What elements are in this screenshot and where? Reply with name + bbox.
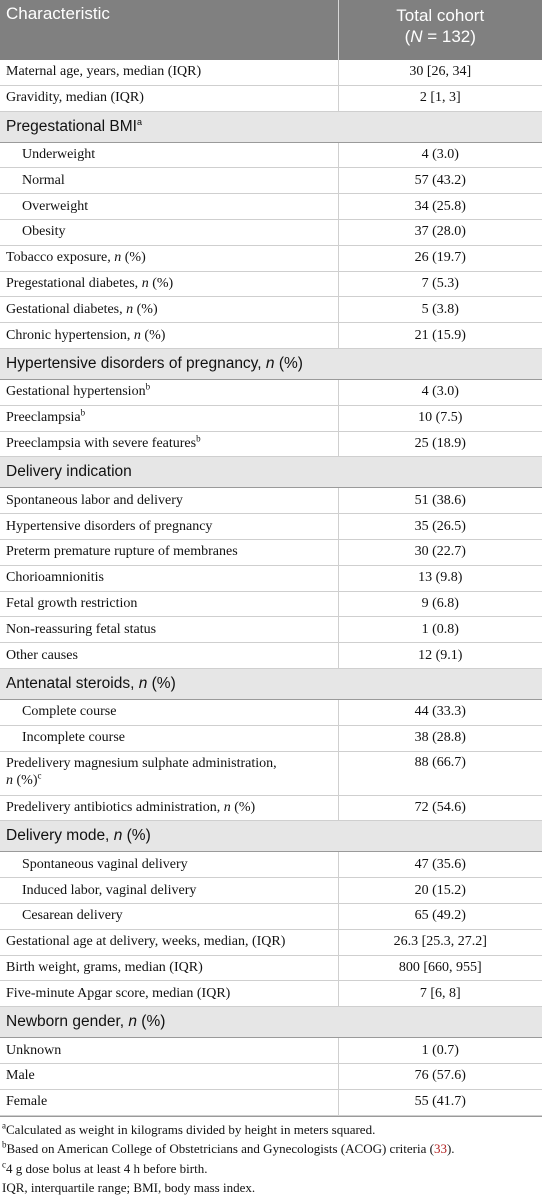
section-header: Hypertensive disorders of pregnancy, n (%) bbox=[0, 348, 542, 379]
table-footnotes bbox=[0, 1116, 542, 1198]
table-row bbox=[0, 168, 542, 194]
row-value: 2 [1, 3] bbox=[338, 85, 542, 111]
row-label: Non-reassuring fetal status bbox=[0, 617, 338, 643]
row-value: 30 [26, 34] bbox=[338, 60, 542, 85]
row-label: Male bbox=[0, 1063, 338, 1089]
table-row bbox=[0, 699, 542, 725]
row-label: Preeclampsia with severe features$^b$ bbox=[0, 431, 338, 457]
row-label: Preterm premature rupture of membranes bbox=[0, 539, 338, 565]
row-label: Complete course bbox=[0, 699, 338, 725]
row-value: 12 (9.1) bbox=[338, 643, 542, 669]
row-value: 20 (15.2) bbox=[338, 878, 542, 904]
row-label: Underweight bbox=[0, 142, 338, 168]
table-row bbox=[0, 405, 542, 431]
row-label: Predelivery magnesium sulphate administration, n (%)$^c$ bbox=[0, 751, 338, 795]
header-characteristic: Characteristic bbox=[0, 0, 338, 60]
table-row bbox=[0, 565, 542, 591]
row-label: Unknown bbox=[0, 1038, 338, 1064]
row-value: 7 [6, 8] bbox=[338, 981, 542, 1007]
table-row bbox=[0, 271, 542, 297]
table-row bbox=[0, 1038, 542, 1064]
row-label: Five-minute Apgar score, median (IQR) bbox=[0, 981, 338, 1007]
row-value: 65 (49.2) bbox=[338, 903, 542, 929]
table-row bbox=[0, 431, 542, 457]
table-row bbox=[0, 539, 542, 565]
row-label: Induced labor, vaginal delivery bbox=[0, 878, 338, 904]
row-value: 37 (28.0) bbox=[338, 219, 542, 245]
table-row bbox=[0, 617, 542, 643]
row-value: 4 (3.0) bbox=[338, 142, 542, 168]
row-value: 88 (66.7) bbox=[338, 751, 542, 795]
row-label: Hypertensive disorders of pregnancy bbox=[0, 514, 338, 540]
section-header: Delivery indication bbox=[0, 457, 542, 488]
row-value: 4 (3.0) bbox=[338, 379, 542, 405]
table-row bbox=[0, 514, 542, 540]
footnote-mark: c bbox=[37, 769, 42, 780]
table-row bbox=[0, 297, 542, 323]
row-label: Tobacco exposure, n (%) bbox=[0, 245, 338, 271]
row-value: 51 (38.6) bbox=[338, 488, 542, 514]
section-header: Newborn gender, n (%) bbox=[0, 1007, 542, 1038]
row-label: Fetal growth restriction bbox=[0, 591, 338, 617]
footnote-a: $^a$Calculated as weight in kilograms divided by height in meters squared. bbox=[2, 1120, 376, 1137]
row-value: 30 (22.7) bbox=[338, 539, 542, 565]
table-row bbox=[0, 85, 542, 111]
footnote-mark: b bbox=[80, 407, 86, 418]
row-value: 1 (0.7) bbox=[338, 1038, 542, 1064]
row-value: 76 (57.6) bbox=[338, 1063, 542, 1089]
table-row bbox=[0, 725, 542, 751]
table-row bbox=[0, 643, 542, 669]
table-row bbox=[0, 1063, 542, 1089]
row-label: Obesity bbox=[0, 219, 338, 245]
row-label: Spontaneous vaginal delivery bbox=[0, 852, 338, 878]
row-label: Normal bbox=[0, 168, 338, 194]
table-row bbox=[0, 878, 542, 904]
header-total-cohort: Total cohort (N = 132) bbox=[338, 0, 542, 60]
row-value: 35 (26.5) bbox=[338, 514, 542, 540]
footnote-mark: a bbox=[136, 116, 142, 127]
table-row bbox=[0, 245, 542, 271]
table-row bbox=[0, 751, 542, 795]
row-label: Gestational age at delivery, weeks, median, (IQR) bbox=[0, 929, 338, 955]
table-row bbox=[0, 219, 542, 245]
row-label: Birth weight, grams, median (IQR) bbox=[0, 955, 338, 981]
row-value: 25 (18.9) bbox=[338, 431, 542, 457]
footnote-mark: b bbox=[196, 433, 201, 444]
row-value: 800 [660, 955] bbox=[338, 955, 542, 981]
table-row bbox=[0, 955, 542, 981]
footnote-c: $^c$4 g dose bolus at least 4 h before birth. bbox=[2, 1159, 208, 1176]
row-value: 9 (6.8) bbox=[338, 591, 542, 617]
footnote-mark: b bbox=[145, 381, 151, 392]
row-value: 38 (28.8) bbox=[338, 725, 542, 751]
row-label: Preeclampsia$^b$ bbox=[0, 405, 338, 431]
table-row bbox=[0, 795, 542, 821]
row-label: Overweight bbox=[0, 194, 338, 220]
table-row bbox=[0, 142, 542, 168]
row-value: 26 (19.7) bbox=[338, 245, 542, 271]
section-header: Delivery mode, n (%) bbox=[0, 821, 542, 852]
row-value: 13 (9.8) bbox=[338, 565, 542, 591]
row-label: Female bbox=[0, 1089, 338, 1115]
row-label: Spontaneous labor and delivery bbox=[0, 488, 338, 514]
table-row bbox=[0, 852, 542, 878]
row-label: Gravidity, median (IQR) bbox=[0, 85, 338, 111]
row-value: 10 (7.5) bbox=[338, 405, 542, 431]
row-value: 57 (43.2) bbox=[338, 168, 542, 194]
table-row bbox=[0, 379, 542, 405]
table-row bbox=[0, 591, 542, 617]
row-value: 1 (0.8) bbox=[338, 617, 542, 643]
table-row bbox=[0, 60, 542, 85]
row-label: Chronic hypertension, n (%) bbox=[0, 323, 338, 349]
row-value: 21 (15.9) bbox=[338, 323, 542, 349]
table-row bbox=[0, 981, 542, 1007]
row-label: Gestational diabetes, n (%) bbox=[0, 297, 338, 323]
row-label: Chorioamnionitis bbox=[0, 565, 338, 591]
row-value: 55 (41.7) bbox=[338, 1089, 542, 1115]
section-header: Antenatal steroids, n (%) bbox=[0, 668, 542, 699]
row-label: Incomplete course bbox=[0, 725, 338, 751]
reference-link[interactable]: 33 bbox=[433, 1141, 447, 1156]
row-value: 72 (54.6) bbox=[338, 795, 542, 821]
row-label: Gestational hypertension$^b$ bbox=[0, 379, 338, 405]
table-row bbox=[0, 323, 542, 349]
row-label: Other causes bbox=[0, 643, 338, 669]
row-label: Maternal age, years, median (IQR) bbox=[0, 60, 338, 85]
table-row bbox=[0, 194, 542, 220]
row-value: 5 (3.8) bbox=[338, 297, 542, 323]
row-value: 7 (5.3) bbox=[338, 271, 542, 297]
table-row bbox=[0, 488, 542, 514]
table-row bbox=[0, 903, 542, 929]
row-label: Predelivery antibiotics administration, n (%) bbox=[0, 795, 338, 821]
row-value: 26.3 [25.3, 27.2] bbox=[338, 929, 542, 955]
row-value: 34 (25.8) bbox=[338, 194, 542, 220]
table-row bbox=[0, 1089, 542, 1115]
section-label: Pregestational BMI bbox=[6, 117, 137, 135]
table-row bbox=[0, 929, 542, 955]
footnote-b: $^b$Based on American College of Obstetricians and Gynecologists (ACOG) criteria (33). bbox=[2, 1139, 455, 1156]
row-value: 44 (33.3) bbox=[338, 699, 542, 725]
footnote-abbreviations: IQR, interquartile range; BMI, body mass index. bbox=[2, 1180, 256, 1195]
row-label: Pregestational diabetes, n (%) bbox=[0, 271, 338, 297]
section-header bbox=[0, 111, 542, 142]
row-value: 47 (35.6) bbox=[338, 852, 542, 878]
row-label: Cesarean delivery bbox=[0, 903, 338, 929]
table-header bbox=[0, 0, 542, 60]
